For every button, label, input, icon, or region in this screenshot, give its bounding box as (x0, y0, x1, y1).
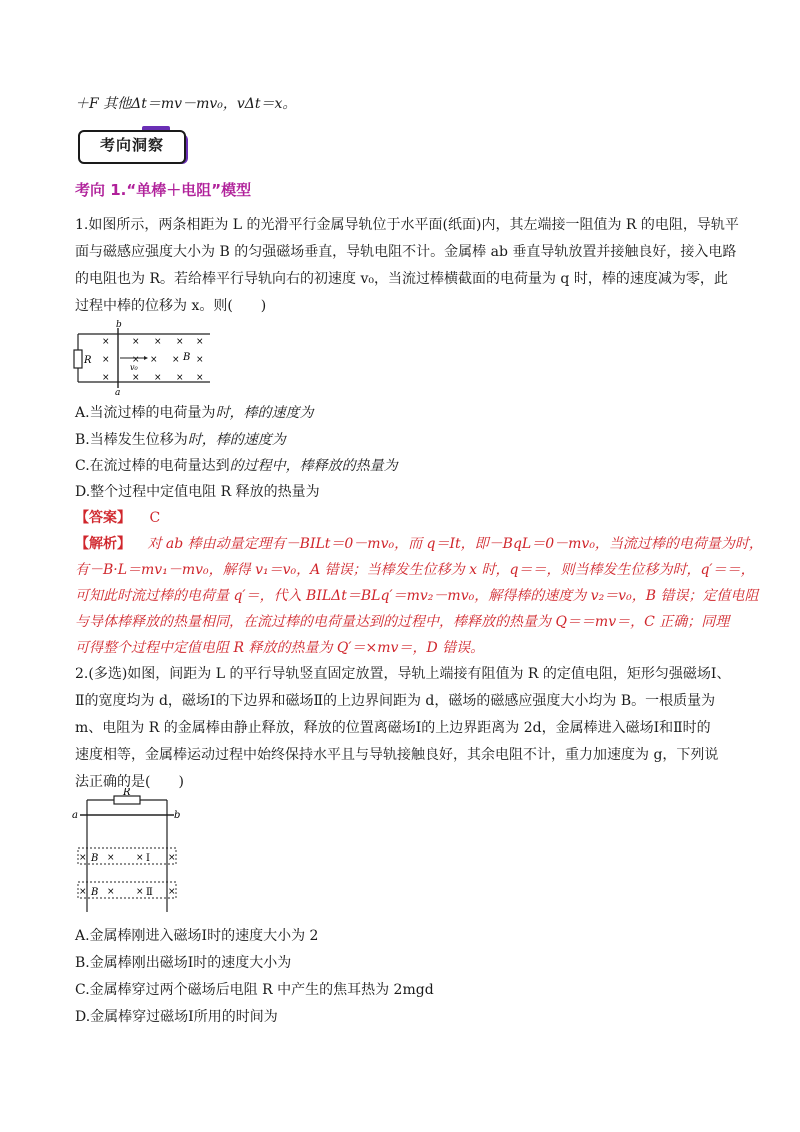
q1-cross: × (132, 337, 140, 347)
q1-label-b: b (116, 320, 122, 330)
q1-cross: × (132, 373, 140, 383)
q2-option-c: C.金属棒穿过两个磁场后电阻 R 中产生的焦耳热为 2mgd (75, 982, 434, 998)
q1-option-d-prefix: D.整个过程中定值电阻 R 释放的热量为 (75, 484, 320, 500)
q1-option-b-rest: 时，棒的速度为 (187, 432, 286, 448)
q1-option-a-prefix: A.当流过棒的电荷量为 (75, 405, 216, 421)
section-badge (78, 126, 190, 162)
svg-text:×: × (107, 887, 115, 897)
q1-analysis-line-2: 有－B·L＝mv₁－mv₀，解得 v₁＝v₀，A 错误；当棒发生位移为 x 时，q＝＝，则当棒发生位移为时，q′＝＝， (75, 562, 755, 578)
q1-resistor (74, 350, 82, 368)
q2-label-b: b (174, 810, 181, 821)
q1-line-2: 面与磁感应强度大小为 B 的匀强磁场垂直，导轨电阻不计。金属棒 ab 垂直导轨放置并接触良好，接入电路 (75, 244, 737, 260)
svg-text:×: × (79, 887, 87, 897)
svg-text:×: × (107, 853, 115, 863)
q1-analysis-tag: 【解析】 (75, 536, 131, 552)
q2-label-a: a (72, 810, 78, 821)
q1-option-a (75, 403, 314, 423)
svg-text:×: × (136, 887, 144, 897)
q2-line-4: 速度相等，金属棒运动过程中始终保持水平且与导轨接触良好，其余电阻不计，重力加速度为 g，下列说 (75, 747, 719, 763)
section-heading: 考向 1.“单棒＋电阻”模型 (75, 181, 252, 199)
q2-option-a: A.金属棒刚进入磁场Ⅰ时的速度大小为 2 (75, 928, 319, 944)
q1-cross: × (102, 355, 110, 365)
q1-cross: × (102, 337, 110, 347)
q1-cross: × (172, 355, 180, 365)
q1-label-a: a (115, 388, 121, 395)
q1-option-a-rest: 时，棒的速度为 (215, 405, 314, 421)
q2-option-d: D.金属棒穿过磁场Ⅰ所用的时间为 (75, 1009, 278, 1025)
q1-option-c (75, 456, 398, 476)
q1-answer-row (75, 508, 160, 528)
q2-line-5: 法正确的是( ) (75, 774, 184, 790)
q2-label-R: R (123, 788, 131, 798)
q1-label-v0: v₀ (130, 363, 138, 372)
q1-option-b (75, 430, 286, 450)
q2-rail-figure (70, 788, 185, 916)
q1-analysis-line-4: 与导体棒释放的热量相同，在流过棒的电荷量达到的过程中，棒释放的热量为 Q＝＝mv＝，C 正确；同理 (75, 614, 730, 630)
q1-analysis-line-3: 可知此时流过棒的电荷量 q′＝，代入 BILΔt＝BLq′＝mv₂－mv₀，解得棒的速度为 v₂＝v₀，B 错误；定值电阻 (75, 588, 759, 604)
q1-cross: × (132, 355, 140, 365)
q1-cross: × (176, 337, 184, 347)
q2-line-2: Ⅱ的宽度均为 d，磁场Ⅰ的下边界和磁场Ⅱ的上边界间距为 d，磁场的磁感应强度大小均为 B。一根质量为 (75, 693, 716, 709)
q1-label-R: R (84, 355, 92, 366)
q2-line-1: 2.(多选)如图，间距为 L 的平行导轨竖直固定放置，导轨上端接有阻值为 R 的定值电阻，矩形匀强磁场Ⅰ、 (75, 666, 731, 682)
q1-line-3: 的电阻也为 R。若给棒平行导轨向右的初速度 v₀，当流过棒横截面的电荷量为 q 时，棒的速度减为零，此 (75, 271, 728, 287)
q1-option-c-prefix: C.在流过棒的电荷量达到 (75, 458, 230, 474)
q1-analysis-line-5: 可得整个过程中定值电阻 R 释放的热量为 Q′＝×mv＝，D 错误。 (75, 640, 485, 656)
q1-cross: × (154, 337, 162, 347)
q1-option-d (75, 482, 320, 502)
q2-label-I: Ⅰ (146, 853, 150, 864)
q1-option-c-rest: 的过程中，棒释放的热量为 (229, 458, 398, 474)
svg-text:×: × (79, 853, 87, 863)
svg-text:B: B (91, 853, 99, 864)
svg-text:B: B (91, 887, 99, 898)
q1-answer-value: C (149, 510, 161, 526)
q1-cross: × (150, 355, 158, 365)
q2-label-II: Ⅱ (146, 887, 153, 898)
q1-line-4: 过程中棒的位移为 x。则( ) (75, 298, 267, 314)
q1-circuit-figure (70, 320, 220, 395)
q1-cross: × (196, 355, 204, 365)
svg-text:×: × (136, 853, 144, 863)
svg-text:×: × (168, 887, 176, 897)
q2-option-b: B.金属棒刚出磁场Ⅰ时的速度大小为 (75, 955, 292, 971)
q1-cross: × (196, 373, 204, 383)
top-formula-line: ＋F 其他Δt＝mv－mv₀，vΔt＝x。 (75, 96, 297, 112)
q1-option-b-prefix: B.当棒发生位移为 (75, 432, 188, 448)
badge-label: 考向洞察 (99, 136, 164, 154)
q2-line-3: m、电阻为 R 的金属棒由静止释放，释放的位置离磁场Ⅰ的上边界距离为 2d，金属棒进入磁场Ⅰ和Ⅱ时的 (75, 720, 711, 736)
svg-text:×: × (168, 853, 176, 863)
q1-cross: × (154, 373, 162, 383)
q1-label-B: B (183, 352, 191, 363)
q1-answer-tag: 【答案】 (75, 510, 131, 526)
q1-line-1: 1.如图所示，两条相距为 L 的光滑平行金属导轨位于水平面(纸面)内，其左端接一阻值为 R 的电阻，导轨平 (75, 217, 739, 233)
q1-cross: × (176, 373, 184, 383)
q1-cross: × (102, 373, 110, 383)
q1-cross: × (196, 337, 204, 347)
q1-analysis-line-1: 【解析】 对 ab 棒由动量定理有－BILt＝0－mv₀，而 q＝It，即－BqL＝0－mv₀，当流过棒的电荷量为时， (75, 536, 763, 552)
